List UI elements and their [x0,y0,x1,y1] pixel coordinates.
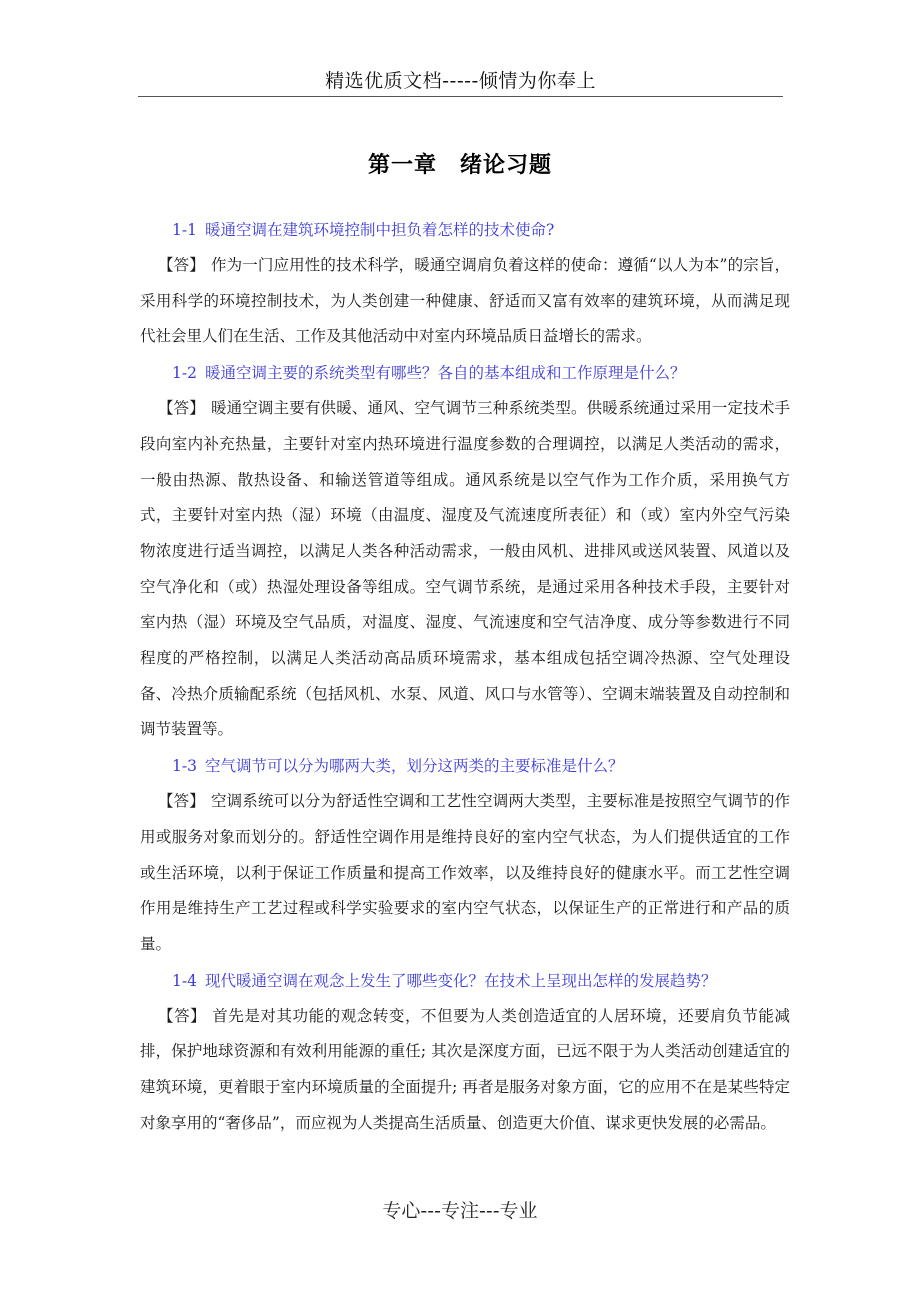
chapter-title: 第一章 绪论习题 [367,153,552,178]
question-1-1 [140,212,790,248]
answer-tag: 【答】 [158,399,205,418]
question-1-4 [140,963,790,999]
answer-1-2 [140,391,790,748]
question-number: 1-1 [172,221,197,239]
question-text: 现代暖通空调在观念上发生了哪些变化？在技术上呈现出怎样的发展趋势？ [204,971,717,990]
question-text: 暖通空调主要的系统类型有哪些？各自的基本组成和工作原理是什么？ [204,364,686,383]
answer-1-3 [140,784,790,963]
question-number: 1-4 [172,971,197,990]
question-number: 1-3 [172,757,197,776]
answer-tag: 【答】 [158,1006,207,1025]
question-1-3 [140,748,790,784]
answer-text: 作为一门应用性的技术科学，暖通空调肩负着这样的使命：遵循“以人为本”的宗旨，采用科学的环境控制技术，为人类创建一种健康、舒适而又富有效率的建筑环境，从而满足现代社会里人们在生活、工作及其他活动中对室内环境品质日益增长的需求。 [140,256,790,346]
question-1-2 [140,355,790,391]
document-body [140,212,790,1141]
question-number: 1-2 [172,364,197,383]
answer-1-1 [140,248,790,355]
question-text: 暖通空调在建筑环境控制中担负着怎样的技术使命? [204,221,555,239]
answer-text: 暖通空调主要有供暖、通风、空气调节三种系统类型。供暖系统通过采用一定技术手段向室内补充热量，主要针对室内热环境进行温度参数的合理调控，以满足人类活动的需求，一般由热源、散热设备、和输送管道等组成。通风系统是以空气作为工作介质，采用换气方式，主要针对室内热（湿）环境（由温度、湿度及气流速度所表征）和（或）室内外空气污染物浓度进行适当调控，以满足人类各种活动需求，一般由风机、进排风或送风装置、风道以及空气净化和（或）热湿处理设备等组成。空气调节系统，是通过采用各种技术手段，主要针对室内热（湿）环境及空气品质，对温度、湿度、气流速度和空气洁净度、成分等参数进行不同程度的严格控制，以满足人类活动高品质环境需求，基本组成包括空调冷热源、空气处理设备、冷热介质输配系统（包括风机、水泵、风道、风口与水管等）、空调末端装置及自动控制和调节装置等。 [140,399,790,739]
answer-text: 首先是对其功能的观念转变，不但要为人类创造适宜的人居环境，还要肩负节能减排，保护地球资源和有效利用能源的重任; 其次是深度方面，已远不限于为人类活动创建适宜的建筑环境，更着眼于室内环境质量的全面提升; 再者是服务对象方面，它的应用不在是某些特定对象享用的“奢侈品”，而应视为人类提高生活质量、创造更大价值、谋求更快发展的必需品。 [140,1006,790,1132]
answer-tag: 【答】 [158,792,205,811]
header-divider [138,96,783,97]
question-text: 空气调节可以分为哪两大类，划分这两类的主要标准是什么？ [204,757,624,776]
answer-1-4 [140,999,790,1142]
page-footer: 专心---专注---专业 [382,1200,538,1222]
answer-text: 空调系统可以分为舒适性空调和工艺性空调两大类型，主要标准是按照空气调节的作用或服务对象而划分的。舒适性空调作用是维持良好的室内空气状态，为人们提供适宜的工作或生活环境，以利于保证工作质量和提高工作效率，以及维持良好的健康水平。而工艺性空调作用是维持生产工艺过程或科学实验要求的室内空气状态，以保证生产的正常进行和产品的质量。 [140,792,790,953]
page-header: 精选优质文档-----倾情为你奉上 [325,70,596,92]
answer-tag: 【答】 [158,256,205,274]
